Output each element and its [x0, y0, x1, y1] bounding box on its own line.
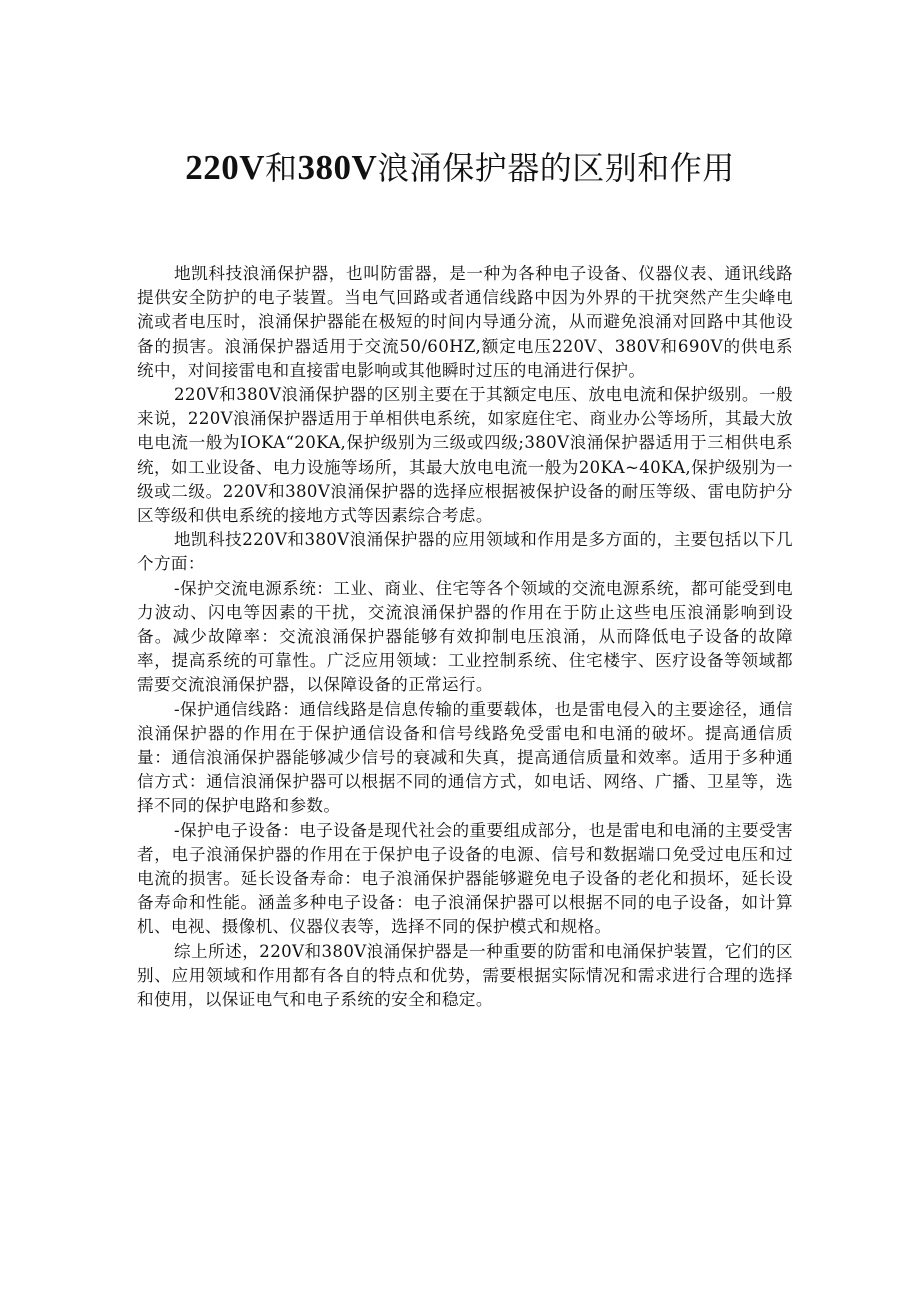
- title-voltage-220: 220V: [185, 148, 265, 187]
- title-rest: 浪涌保护器的区别和作用: [377, 149, 735, 187]
- paragraph-electronics: -保护电子设备：电子设备是现代社会的重要组成部分，也是雷电和电涌的主要受害者，电子浪涌保护器的作用在于保护电子设备的电源、信号和数据端口免受过电压和过电流的损害。延长设备寿命：电子浪涌保护器能够避免电子设备的老化和损坏，延长设备寿命和性能。涵盖多种电子设备：电子浪涌保护器可以根据不同的电子设备，如计算机、电视、摄像机、仪器仪表等，选择不同的保护模式和规格。: [137, 820, 793, 937]
- paragraph-difference: 220V和380V浪涌保护器的区别主要在于其额定电压、放电电流和保护级别。一般来说，220V浪涌保护器适用于单相供电系统，如家庭住宅、商业办公等场所，其最大放电电流一般为IOKA“20KA,保护级别为三级或四级;380V浪涌保护器适用于三相供电系统，如工业设备、电力设施等场所，其最大放电电流一般为20KA~40KA,保护级别为一级或二级。220V和380V浪涌保护器的选择应根据被保护设备的耐压等级、雷电防护分区等级和供电系统的接地方式等因素综合考虑。: [137, 385, 793, 526]
- title-voltage-380: 380V: [297, 148, 378, 187]
- page-title: [0, 144, 920, 192]
- article-body: [137, 262, 793, 1012]
- paragraph-intro: 地凯科技浪涌保护器，也叫防雷器，是一种为各种电子设备、仪器仪表、通讯线路提供安全防护的电子装置。当电气回路或者通信线路中因为外界的干扰突然产生尖峰电流或者电压时，浪涌保护器能在极短的时间内导通分流，从而避免浪涌对回路中其他设备的损害。浪涌保护器适用于交流50/60HZ,额定电压220V、380V和690V的供电系统中，对间接雷电和直接雷电影响或其他瞬时过压的电涌进行保护。: [137, 264, 793, 380]
- title-and: 和: [264, 149, 298, 187]
- paragraph-communication: -保护通信线路：通信线路是信息传输的重要载体，也是雷电侵入的主要途径，通信浪涌保护器的作用在于保护通信设备和信号线路免受雷电和电涌的破坏。提高通信质量：通信浪涌保护器能够减少信号的衰减和失真，提高通信质量和效率。适用于多种通信方式：通信浪涌保护器可以根据不同的通信方式，如电话、网络、广播、卫星等，选择不同的保护电路和参数。: [137, 699, 793, 816]
- paragraph-ac-power: -保护交流电源系统：工业、商业、住宅等各个领域的交流电源系统，都可能受到电力波动、闪电等因素的干扰，交流浪涌保护器的作用在于防止这些电压浪涌影响到设备。减少故障率：交流浪涌保护器能够有效抑制电压浪涌，从而降低电子设备的故障率，提高系统的可靠性。广泛应用领域：工业控制系统、住宅楼宇、医疗设备等领域都需要交流浪涌保护器，以保障设备的正常运行。: [137, 578, 793, 695]
- paragraph-conclusion: 综上所述，220V和380V浪涌保护器是一种重要的防雷和电涌保护装置，它们的区别、应用领域和作用都有各自的特点和优势，需要根据实际情况和需求进行合理的选择和使用，以保证电气和电子系统的安全和稳定。: [137, 941, 793, 1010]
- paragraph-applications-intro: 地凯科技220V和380V浪涌保护器的应用领域和作用是多方面的，主要包括以下几个方面：: [137, 530, 793, 574]
